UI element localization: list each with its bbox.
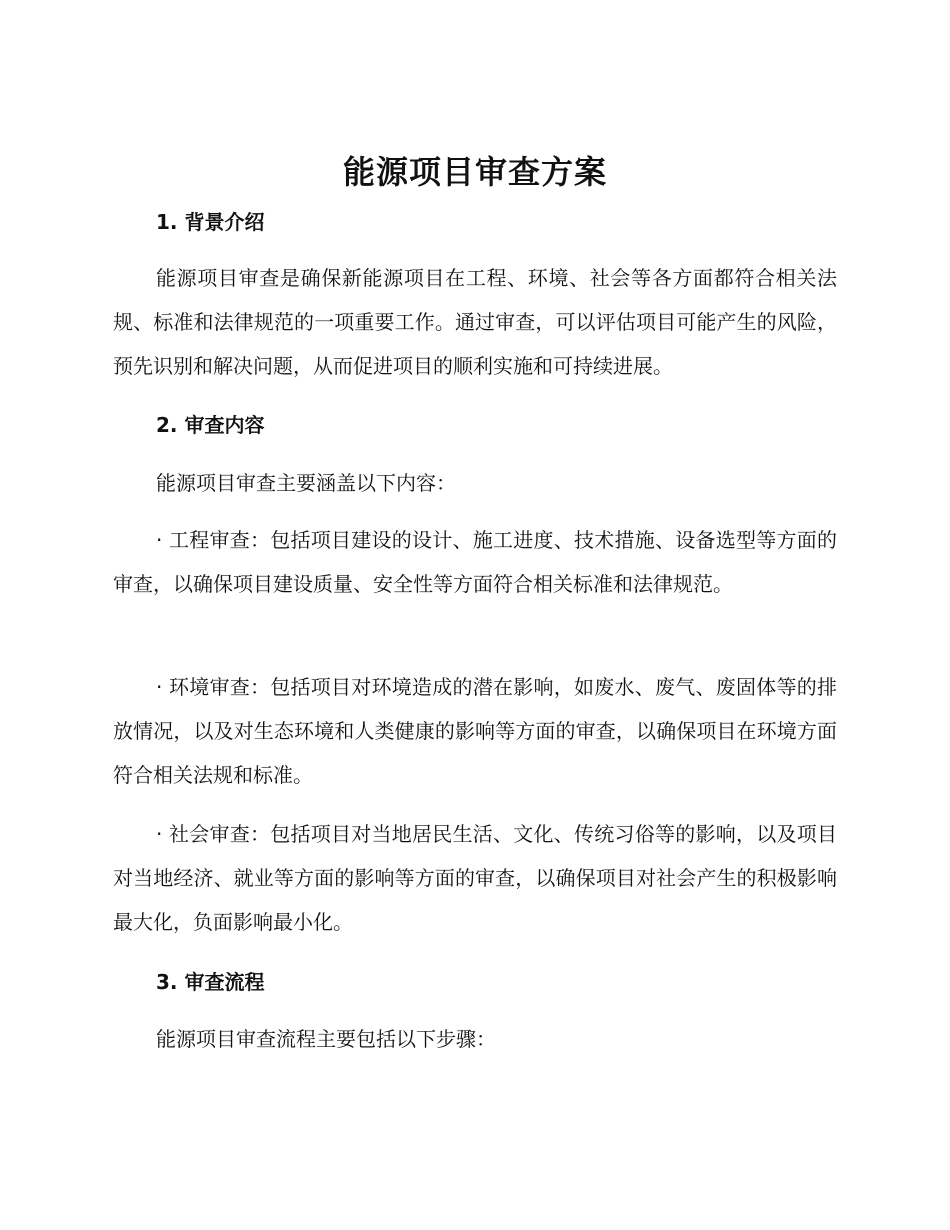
section-heading-background: 1. 背景介绍 [156, 210, 265, 234]
paragraph-review-process-intro: 能源项目审查流程主要包括以下步骤： [156, 1027, 496, 1051]
list-item-engineering-review: · 工程审查：包括项目建设的设计、施工进度、技术措施、设备选型等方面的审查，以确保项目建设质量、安全性等方面符合相关标准和法律规范。 [113, 528, 837, 596]
paragraph-review-content-intro: 能源项目审查主要涵盖以下内容： [156, 471, 456, 495]
list-item-social-review: · 社会审查：包括项目对当地居民生活、文化、传统习俗等的影响，以及项目对当地经济、就业等方面的影响等方面的审查，以确保项目对社会产生的积极影响最大化，负面影响最小化。 [113, 822, 837, 934]
section-heading-review-process: 3. 审查流程 [156, 970, 265, 994]
paragraph-background-intro: 能源项目审查是确保新能源项目在工程、环境、社会等各方面都符合相关法规、标准和法律规范的一项重要工作。通过审查，可以评估项目可能产生的风险，预先识别和解决问题，从而促进项目的顺利实施和可持续进展。 [113, 266, 837, 378]
document-title: 能源项目审查方案 [342, 153, 607, 191]
list-item-environmental-review: · 环境审查：包括项目对环境造成的潜在影响，如废水、废气、废固体等的排放情况，以及对生态环境和人类健康的影响等方面的审查，以确保项目在环境方面符合相关法规和标准。 [113, 675, 837, 787]
section-heading-review-content: 2. 审查内容 [156, 413, 265, 437]
